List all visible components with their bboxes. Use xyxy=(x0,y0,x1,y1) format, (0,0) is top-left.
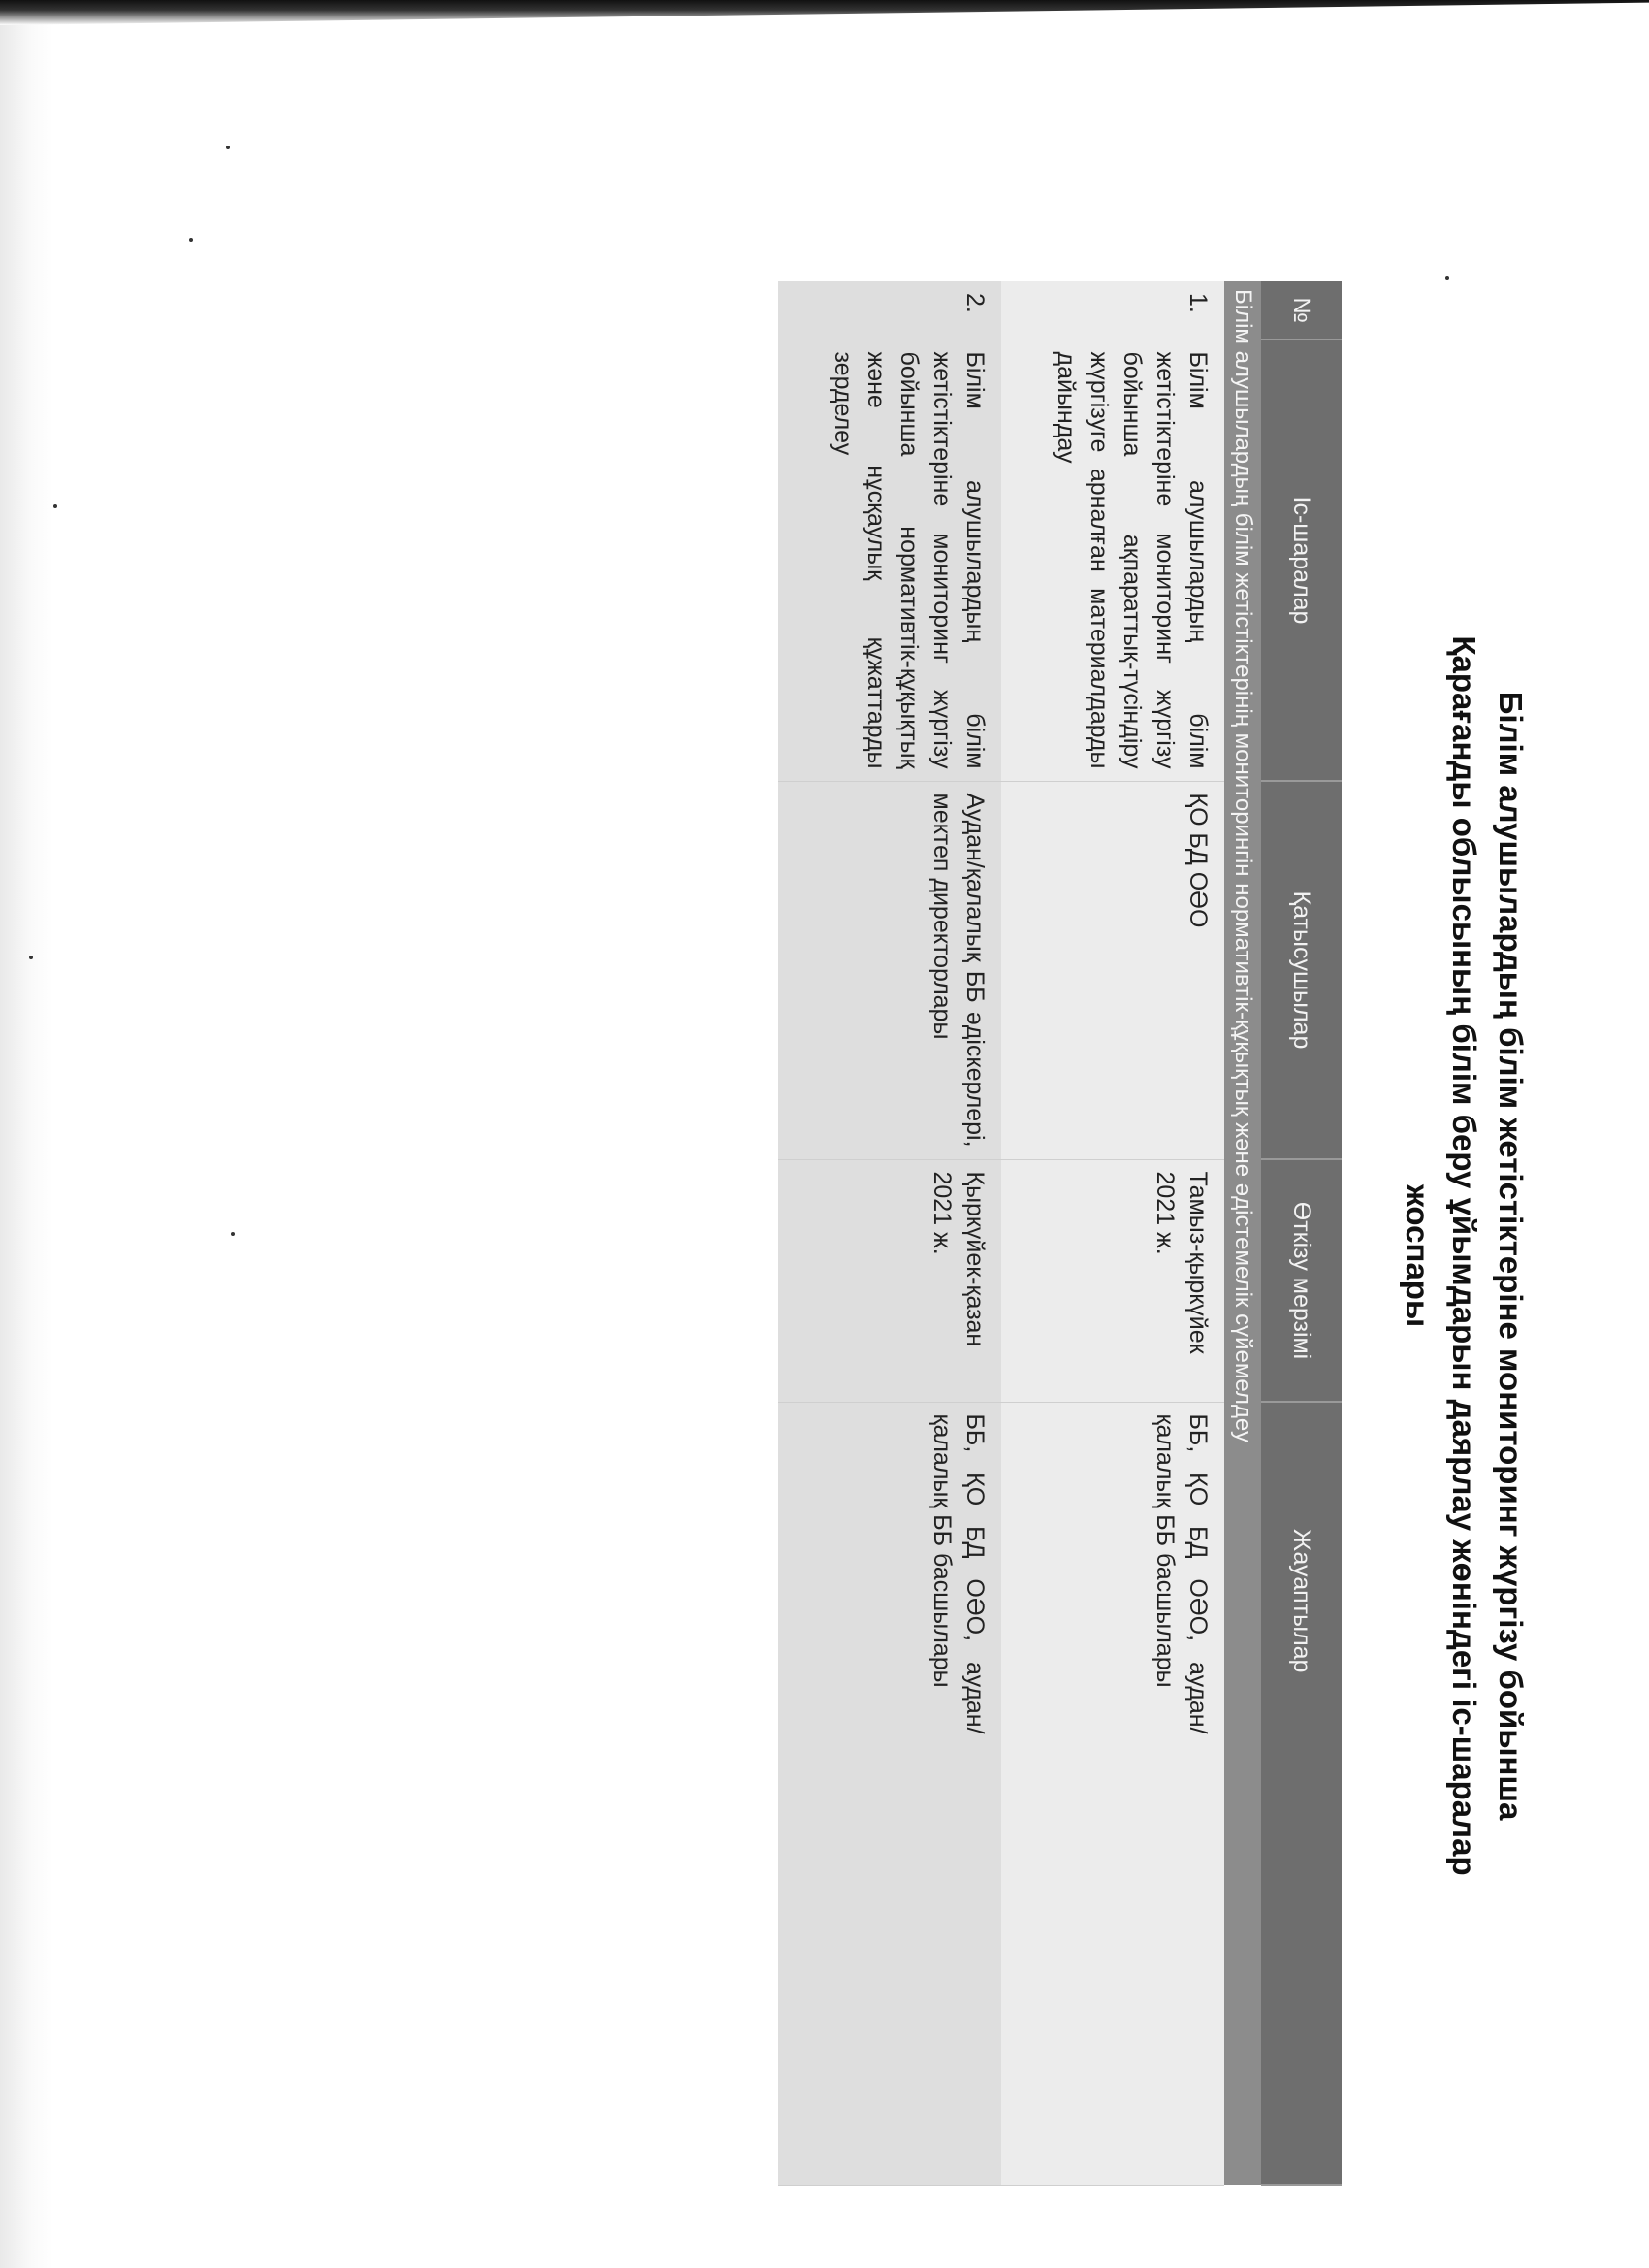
doc-title-line-2: Қарағанды облысының білім беру ұйымдарын даярлау жөніндегі іс-шаралар xyxy=(1446,635,1482,1876)
header-activities: Іс-шаралар xyxy=(1261,340,1342,781)
header-deadline: Өткізу мерзімі xyxy=(1261,1159,1342,1402)
row-participants: Аудан/қалалық ББ әдіскерлері, мектеп директорлары xyxy=(778,781,1001,1159)
table-row xyxy=(778,281,1001,2185)
scan-edge xyxy=(0,0,1649,25)
row-responsible-cell xyxy=(778,1402,1001,2185)
row-number: 2. xyxy=(778,281,1001,340)
row-responsible: ББ, ҚО БД ОӘО, аудан/қалалық ББ басшылары xyxy=(1151,1413,1212,1734)
speck xyxy=(53,504,57,508)
rotated-page xyxy=(485,264,1552,2248)
speck xyxy=(226,146,230,149)
table-header-row xyxy=(1261,281,1342,2185)
row-number: 1. xyxy=(1001,281,1224,340)
speck xyxy=(231,1232,235,1236)
table-row xyxy=(1001,281,1224,2185)
row-activity: Білім алушылардың білім жетістіктеріне мониторинг жүргізу бойынша нормативтік-құқықтық және нұсқаулық құжаттарды зерделеу xyxy=(778,340,1001,781)
header-responsible: Жауаптылар xyxy=(1261,1402,1342,2185)
row-deadline: Тамыз-қыркүйек 2021 ж. xyxy=(1001,1159,1224,1402)
doc-title-line-3: жоспары xyxy=(1400,1183,1436,1328)
section-title: Білім алушылардың білім жетістіктерінің мониторингін нормативтік-құқықтық және әдістемелік сүйемелдеу xyxy=(1224,281,1261,2185)
speck xyxy=(29,956,33,959)
row-responsible: ББ, ҚО БД ОӘО, аудан/қалалық ББ басшылары xyxy=(928,1413,988,1734)
scan-margin xyxy=(0,0,53,2268)
row-participants: ҚО БД ОӘО xyxy=(1001,781,1224,1159)
section-row xyxy=(1224,281,1261,2185)
doc-title-line-1: Білім алушылардың білім жетістіктеріне мониторинг жүргізу бойынша xyxy=(1493,691,1529,1821)
row-activity: Білім алушылардың білім жетістіктеріне мониторинг жүргізу бойынша ақпараттық-түсіндіру жүргізуге арналған материалдарды дайындау xyxy=(1001,340,1224,781)
header-number: № xyxy=(1261,281,1342,340)
row-responsible-cell xyxy=(1001,1402,1224,2185)
speck xyxy=(189,238,193,242)
header-participants: Қатысушылар xyxy=(1261,781,1342,1159)
row-deadline: Қыркүйек-қазан 2021 ж. xyxy=(778,1159,1001,1402)
activities-table xyxy=(778,281,1342,2186)
